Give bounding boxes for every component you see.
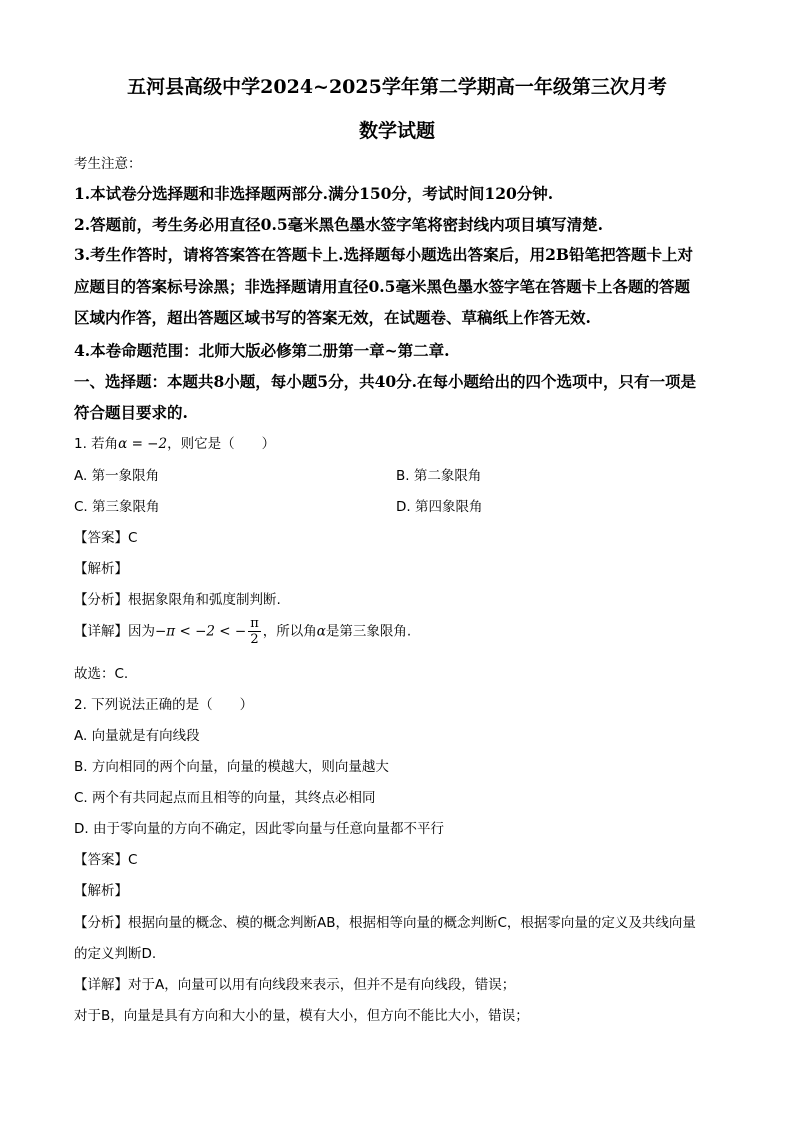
pi-over-2-fraction — [248, 616, 261, 647]
q2-stem: 2. 下列说法正确的是（ ） — [74, 697, 254, 713]
q1-fenxi: 【分析】根据象限角和弧度制判断. — [74, 592, 281, 608]
q1-choice: 故选：C. — [74, 666, 129, 682]
q2-answer: 【答案】C — [74, 852, 138, 868]
q1-option-b: B. 第二象限角 — [396, 468, 482, 484]
section-1-heading-cont: 符合题目要求的. — [74, 403, 188, 422]
q1-stem-math: α = −2 — [118, 436, 168, 452]
notice-item-4: 4.本卷命题范围：北师大版必修第二册第一章~第二章. — [74, 341, 450, 360]
q1-detail-alpha: α — [316, 623, 326, 640]
q1-option-a: A. 第一象限角 — [74, 468, 160, 484]
q2-option-c: C. 两个有共同起点而且相等的向量，其终点必相同 — [74, 790, 376, 806]
q1-detail-suffix: 是第三象限角. — [325, 623, 412, 640]
notice-heading: 考生注意： — [74, 156, 142, 172]
notice-item-1: 1.本试卷分选择题和非选择题两部分.满分150分，考试时间120分钟. — [74, 184, 554, 203]
q1-detail-prefix: 【详解】因为 — [74, 623, 155, 640]
q2-detail-line-2: 对于B，向量是具有方向和大小的量，模有大小，但方向不能比大小，错误； — [74, 1008, 529, 1024]
fraction-denominator: 2 — [250, 632, 259, 647]
notice-item-3-line-1: 3.考生作答时，请将答案答在答题卡上.选择题每小题选出答案后，用2B铅笔把答题卡上对 — [74, 245, 693, 264]
q1-answer: 【答案】C — [74, 530, 138, 546]
notice-item-3-line-2: 应题目的答案标号涂黑；非选择题请用直径0.5毫米黑色墨水签字笔在答题卡上各题的答题 — [74, 277, 690, 296]
q1-stem-suffix: ，则它是（ ） — [167, 436, 276, 452]
q2-detail-line-1: 【详解】对于A，向量可以用有向线段来表示，但并不是有向线段，错误； — [74, 977, 516, 993]
exam-title: 五河县高级中学2024~2025学年第二学期高一年级第三次月考 — [127, 76, 667, 98]
notice-item-2: 2.答题前，考生务必用直径0.5毫米黑色墨水签字笔将密封线内项目填写清楚. — [74, 215, 604, 234]
q1-detail — [74, 616, 411, 647]
exam-subtitle: 数学试题 — [358, 120, 435, 142]
q1-option-d: D. 第四象限角 — [396, 499, 483, 515]
q2-option-a: A. 向量就是有向线段 — [74, 728, 200, 744]
q2-option-b: B. 方向相同的两个向量，向量的模越大，则向量越大 — [74, 759, 389, 775]
section-1-heading: 一、选择题：本题共8小题，每小题5分，共40分.在每小题给出的四个选项中，只有一项是 — [74, 372, 697, 391]
q1-detail-mid: ，所以角 — [262, 623, 317, 640]
q1-option-c: C. 第三象限角 — [74, 499, 160, 515]
q1-analysis-label: 【解析】 — [74, 561, 128, 577]
q1-stem-prefix: 1. 若角 — [74, 436, 119, 452]
notice-item-3-line-3: 区域内作答，超出答题区域书写的答案无效，在试题卷、草稿纸上作答无效. — [74, 308, 591, 327]
q2-fenxi-line-1: 【分析】根据向量的概念、模的概念判断AB，根据相等向量的概念判断C，根据零向量的定义及共线向量 — [74, 915, 696, 931]
q1-stem — [74, 432, 275, 452]
q2-analysis-label: 【解析】 — [74, 883, 128, 899]
q2-fenxi-line-2: 的定义判断D. — [74, 946, 157, 962]
fraction-numerator: π — [250, 616, 259, 631]
q1-detail-math: −π < −2 < − — [155, 623, 247, 640]
q2-option-d: D. 由于零向量的方向不确定，因此零向量与任意向量都不平行 — [74, 821, 444, 837]
